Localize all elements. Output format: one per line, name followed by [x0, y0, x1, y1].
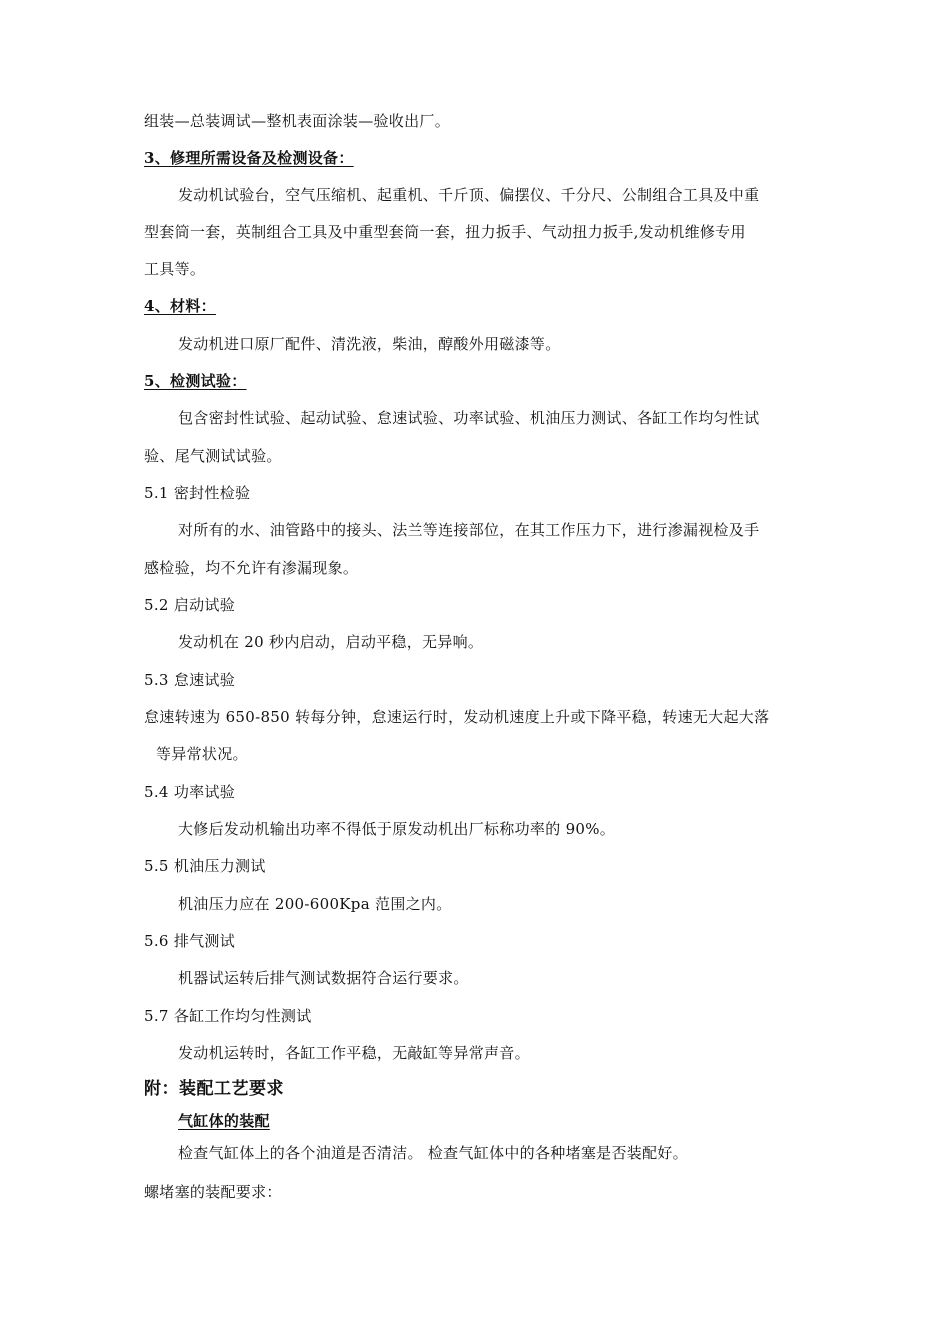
subsection-5-6-text: 机器试运转后排气测试数据符合运行要求。 [178, 969, 469, 987]
appendix-title: 附：装配工艺要求 [144, 1079, 284, 1099]
subsection-5-4-text: 大修后发动机输出功率不得低于原发动机出厂标称功率的 90%。 [178, 820, 616, 838]
subsection-5-3-title: 5.3 怠速试验 [144, 671, 236, 689]
subsection-5-3-text-line-2: 等异常状况。 [156, 745, 248, 763]
subsection-5-5-text: 机油压力应在 200-600Kpa 范围之内。 [178, 895, 452, 913]
tests-paragraph-line-1: 包含密封性试验、起动试验、怠速试验、功率试验、机油压力测试、各缸工作均匀性试 [178, 409, 760, 427]
process-flow-line: 组装—总装调试—整机表面涂装—验收出厂。 [144, 112, 451, 130]
subsection-5-6-title: 5.6 排气测试 [144, 932, 236, 950]
subsection-5-7-text: 发动机运转时，各缸工作平稳，无敲缸等异常声音。 [178, 1044, 530, 1062]
equipment-paragraph-line-3: 工具等。 [144, 260, 206, 278]
subsection-5-2-text: 发动机在 20 秒内启动，启动平稳，无异响。 [178, 633, 484, 651]
subsection-5-1-text-line-1: 对所有的水、油管路中的接头、法兰等连接部位，在其工作压力下，进行渗漏视检及手 [178, 521, 760, 539]
section-5-heading: 5、检测试验： [144, 372, 247, 390]
materials-paragraph: 发动机进口原厂配件、清洗液，柴油，醇酸外用磁漆等。 [178, 335, 561, 353]
subsection-5-1-title: 5.1 密封性检验 [144, 484, 251, 502]
equipment-paragraph-line-2: 型套筒一套，英制组合工具及中重型套筒一套，扭力扳手、气动扭力扳手,发动机维修专用 [144, 223, 746, 241]
cylinder-assembly-heading: 气缸体的装配 [178, 1112, 270, 1130]
subsection-5-2-title: 5.2 启动试验 [144, 596, 236, 614]
equipment-paragraph-line-1: 发动机试验台，空气压缩机、起重机、千斤顶、偏摆仪、千分尺、公制组合工具及中重 [178, 186, 760, 204]
plug-assembly-requirements: 螺堵塞的装配要求： [144, 1183, 282, 1201]
subsection-5-1-text-line-2: 感检验，均不允许有渗漏现象。 [144, 559, 359, 577]
subsection-5-3-text-line-1: 怠速转速为 650-850 转每分钟，怠速运行时，发动机速度上升或下降平稳，转速无大起大落 [144, 708, 770, 726]
subsection-5-4-title: 5.4 功率试验 [144, 783, 236, 801]
tests-paragraph-line-2: 验、尾气测试试验。 [144, 447, 282, 465]
subsection-5-7-title: 5.7 各缸工作均匀性测试 [144, 1007, 312, 1025]
section-4-heading: 4、材料： [144, 297, 216, 315]
section-3-heading: 3、修理所需设备及检测设备： [144, 149, 354, 167]
subsection-5-5-title: 5.5 机油压力测试 [144, 857, 266, 875]
cylinder-assembly-text: 检查气缸体上的各个油道是否清洁。 检查气缸体中的各种堵塞是否装配好。 [178, 1144, 688, 1162]
